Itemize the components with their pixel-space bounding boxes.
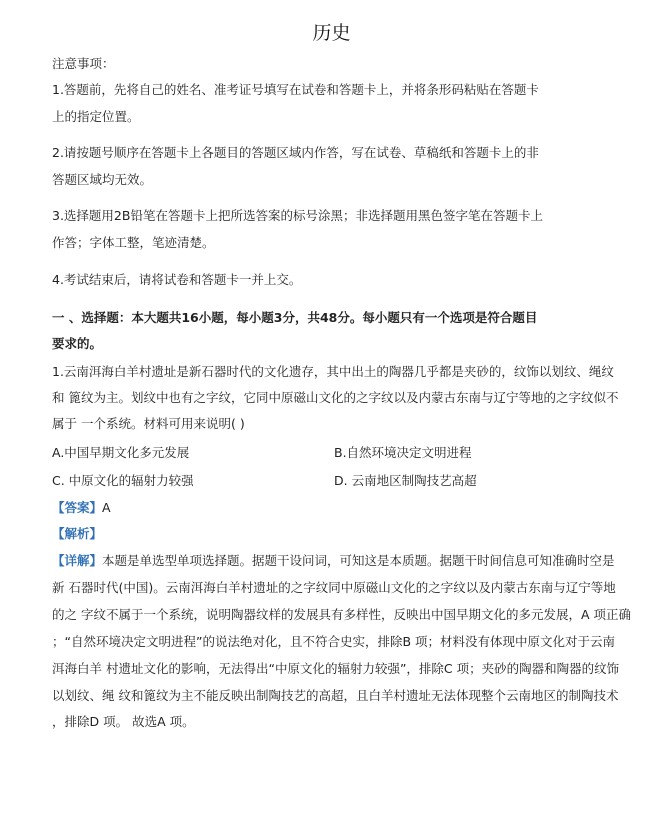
notes-line: 上的指定位置。 [52, 109, 140, 124]
question-text: 属于 一个系统。材料可用来说明( ) [52, 416, 245, 431]
answer-line [52, 500, 111, 516]
section-heading-cont: 要求的。 [52, 336, 103, 351]
detail-label: 【详解】 [52, 553, 103, 568]
notes-line: 答题区域均无效。 [52, 172, 153, 187]
analysis-label: 【解析】 [52, 526, 103, 541]
analysis-text: 以划纹、绳 纹和篦纹为主不能反映出制陶技艺的高超，且白羊村遗址无法体现整个云南地区的制陶技术 [52, 688, 619, 703]
analysis-text: 新 石器时代(中国)。云南洱海白羊村遗址的之字纹同中原磁山文化的之字纹以及内蒙古东南与辽宁等地 [52, 580, 616, 595]
analysis-text: ；“自然环境决定文明进程”的说法绝对化，且不符合史实，排除B 项；材料没有体现中原文化对于云南 [52, 634, 616, 649]
option-c: C. 中原文化的辐射力较强 [52, 473, 194, 488]
notes-line: 1.答题前，先将自己的姓名、准考证号填写在试卷和答题卡上，并将条形码粘贴在答题卡 [52, 82, 539, 97]
option-d: D. 云南地区制陶技艺高超 [334, 473, 477, 488]
analysis-text: 洱海白羊 村遗址文化的影响，无法得出“中原文化的辐射力较强”，排除C 项；夹砂的陶器和陶器的纹饰 [52, 661, 620, 676]
notes-line: 作答；字体工整，笔迹清楚。 [52, 235, 215, 250]
answer-label: 【答案】 [52, 500, 103, 515]
option-b: B.自然环境决定文明进程 [334, 445, 472, 460]
analysis-text: 【详解】本题是单选型单项选择题。据题干设问词，可知这是本质题。据题干时间信息可知准确时空是 [52, 553, 615, 568]
notes-line: 2.请按题号顺序在答题卡上各题目的答题区域内作答，写在试卷、草稿纸和答题卡上的非 [52, 145, 539, 160]
option-a: A.中国早期文化多元发展 [52, 445, 190, 460]
section-heading: 一 、选择题：本大题共16小题，每小题3分，共48分。每小题只有一个选项是符合题目 [52, 310, 538, 325]
answer-value: A [102, 500, 111, 515]
question-text: 和 篦纹为主。划纹中也有之字纹，它同中原磁山文化的之字纹以及内蒙古东南与辽宁等地的之字纹似不 [52, 390, 619, 405]
notes-heading: 注意事项： [52, 56, 115, 71]
analysis-text: ，排除D 项。 故选A 项。 [52, 714, 195, 729]
notes-line: 4.考试结束后，请将试卷和答题卡一并上交。 [52, 272, 302, 287]
question-text: 1.云南洱海白羊村遗址是新石器时代的文化遗存，其中出土的陶器几乎都是夹砂的，纹饰以划纹、绳纹 [52, 364, 614, 379]
analysis-text: 的之 字纹不属于一个系统，说明陶器纹样的发展具有多样性，反映出中国早期文化的多元发展，A 项正确 [52, 607, 631, 622]
page-title: 历史 [312, 22, 351, 44]
notes-line: 3.选择题用2B铅笔在答题卡上把所选答案的标号涂黑；非选择题用黑色签字笔在答题卡上 [52, 208, 543, 223]
